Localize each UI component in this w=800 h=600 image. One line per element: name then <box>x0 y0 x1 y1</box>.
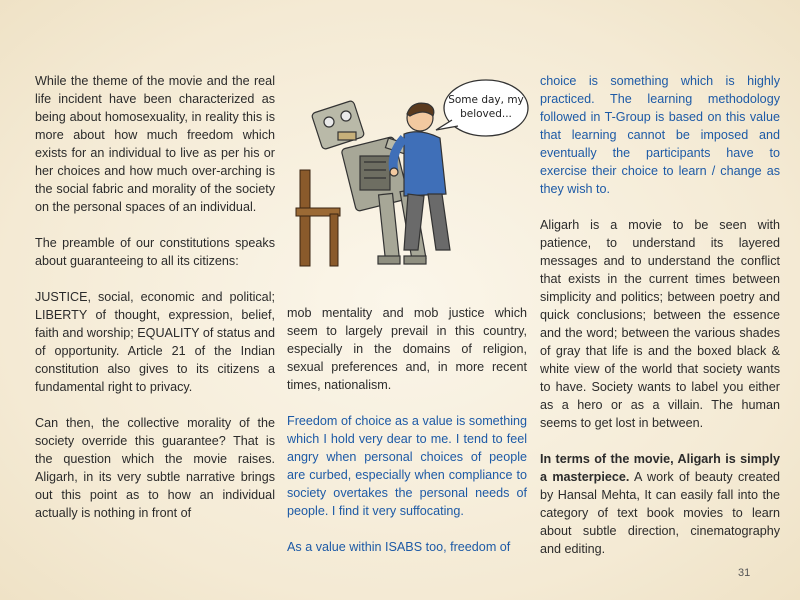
paragraph-t-group: choice is something which is highly practiced. The learning methodology followed in T-Group is based on this value that learning cannot be imposed and eventually the participants have to exercise their choice to learn / change as they wish to. <box>540 74 780 196</box>
column-left <box>35 72 275 522</box>
column-middle <box>287 304 527 556</box>
paragraph-masterpiece <box>540 450 780 558</box>
column-right <box>540 72 780 558</box>
paragraph-freedom-of-choice: Freedom of choice as a value is something which I hold very dear to me. I tend to feel angry when personal choices of people are curbed, especially when compliance to society overtakes the personal needs of people. I find it very suffocating. <box>287 414 527 518</box>
paragraph-preamble: The preamble of our constitutions speaks about guaranteeing to all its citizens: <box>35 236 275 268</box>
paragraph-mob-mentality: mob mentality and mob justice which seem to largely prevail in this country, especially in the domains of religion, sexual preferences and, in more recent times, nationalism. <box>287 306 527 392</box>
paragraph-theme: While the theme of the movie and the real life incident have been characterized as being about homosexuality, in reality this is more about how much freedom which exists for an individual to live as per his or her choices and how much over-arching is the social fabric and morality of the society on the personal spaces of an individual. <box>35 74 275 214</box>
masterpiece-rest-text: A work of beauty created by Hansal Mehta, It can easily fall into the category of text book movies to learn about subtle direction, cinematography and editing. <box>540 470 780 556</box>
paragraph-aligarh-patience: Aligarh is a movie to be seen with patience, to understand its layered messages and to understand the conflict that exists in the current times between simplicity and politics; between poetry and quick conclusions; between the essence and the word; between the various shades of gray that life is and the boxed black & white view of the world that society wants to have. Society wants to label you either as a hero or as a villain. The human seems to get lost in between. <box>540 218 780 430</box>
speech-bubble-line1: Some day, my <box>448 94 524 106</box>
paragraph-justice-liberty: JUSTICE, social, economic and political; LIBERTY of thought, expression, belief, faith and worship; EQUALITY of status and of opportunity. Article 21 of the Indian constitution also gives to its citizens a fundamental right to privacy. <box>35 290 275 394</box>
speech-bubble-line2: beloved... <box>460 108 512 120</box>
masterpiece-bold-text: In terms of the movie, Aligarh is simply a masterpiece. <box>540 452 780 484</box>
paragraph-isabs-value: As a value within ISABS too, freedom of <box>287 540 511 554</box>
paragraph-collective-morality: Can then, the collective morality of the society override this guarantee? That is the question which the movie raises. Aligarh, in its very subtle narrative brings out this point as to how an individual actually is nothing in front of <box>35 416 275 520</box>
robot-cartoon-illustration <box>286 74 531 270</box>
page-number: 31 <box>738 567 751 579</box>
